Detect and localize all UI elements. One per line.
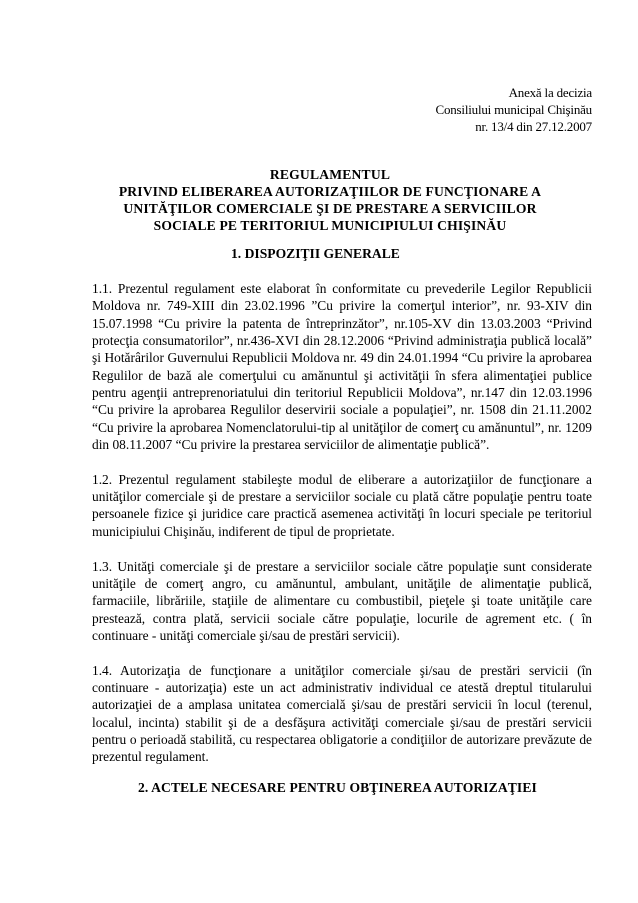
annex-line-3: nr. 13/4 din 27.12.2007: [475, 119, 592, 134]
paragraph-1-3: 1.3. Unităţi comerciale şi de prestare a serviciilor sociale către populaţie sunt considerate unităţile de comerţ angro, cu amănuntul, ambulant, unităţile de alimentaţie publică, farmaciile, librăriile, staţiile de alimentare cu combustibil, pieţele şi toate unităţile care prestează, contra plată, servicii sociale către populaţie, locurile de agrement etc. ( în continuare - unităţi comerciale şi/sau de prestări servicii).: [92, 558, 592, 643]
document-title-block: [80, 166, 580, 234]
annex-line-1: Anexă la decizia: [508, 85, 592, 100]
annex-line-2: Consiliului municipal Chişinău: [435, 102, 592, 117]
paragraph-1-1: 1.1. Prezentul regulament este elaborat în conformitate cu prevederile Legilor Republicii Moldova nr. 749-XIII din 23.02.1996 ”Cu privire la comerţul interior”, nr. 93-XIV din 15.07.1998 “Cu privire la patenta de întreprinzător”, nr.105-XV din 13.03.2003 “Privind protecţia consumatorilor”, nr.436-XVI din 28.12.2006 “Privind administraţia publică locală” şi Hotărârilor Guvernului Republicii Moldova nr. 49 din 24.01.1994 “Cu privire la aprobarea Regulilor de bază ale comerţului cu amănuntul şi activităţii în sfera alimentaţiei publice pentru agenţii antreprenoriatului din teritoriul Republicii Moldova”, nr.147 din 12.03.1996 “Cu privire la aprobarea Regulilor deservirii sociale a populaţiei”, nr. 1508 din 21.11.2002 “Cu privire la aprobarea Nomenclatorului-tip al unităţilor de comerţ cu amănuntul”, nr. 1209 din 08.11.2007 “Cu privire la prestarea serviciilor de alimentaţie publică”.: [92, 281, 592, 453]
section-heading-1: 1. DISPOZIŢII GENERALE: [231, 246, 400, 261]
document-title: REGULAMENTUL: [269, 167, 391, 182]
paragraph-1-2: 1.2. Prezentul regulament stabileşte modul de eliberare a autorizaţiilor de funcţionare a unităţilor comerciale şi de prestare a serviciilor sociale cu plată către populaţie pentru toate persoanele fizice şi juridice care practică asemenea activităţi în locuri speciale pe teritoriul municipiului Chişinău, indiferent de tipul de proprietate.: [92, 471, 592, 539]
document-subtitle-line-2: UNITĂŢILOR COMERCIALE ŞI DE PRESTARE A SERVICIILOR: [123, 201, 537, 216]
document-subtitle-line-1: PRIVIND ELIBERAREA AUTORIZAŢIILOR DE FUNCŢIONARE A: [118, 184, 542, 199]
paragraph-1-4: 1.4. Autorizaţia de funcţionare a unităţilor comerciale şi/sau de prestări servicii (în continuare - autorizaţia) este un act administrativ individual ce atestă dreptul titularului autorizaţiei de a amplasa unitatea comercială şi/sau de prestări servicii în locul (terenul, localul, incinta) stabilit şi de a desfăşura activităţi comerciale şi/sau de prestări servicii pentru o perioadă stabilită, cu respectarea obligatorie a condiţiilor de autorizare prevăzute de prezentul regulament.: [92, 662, 592, 765]
section-heading-2: 2. ACTELE NECESARE PENTRU OBŢINEREA AUTORIZAŢIEI: [138, 780, 537, 795]
annex-header: [435, 84, 592, 135]
section-1-body: [92, 280, 592, 766]
document-subtitle-line-3: SOCIALE PE TERITORIUL MUNICIPIULUI CHIŞINĂU: [153, 218, 507, 233]
